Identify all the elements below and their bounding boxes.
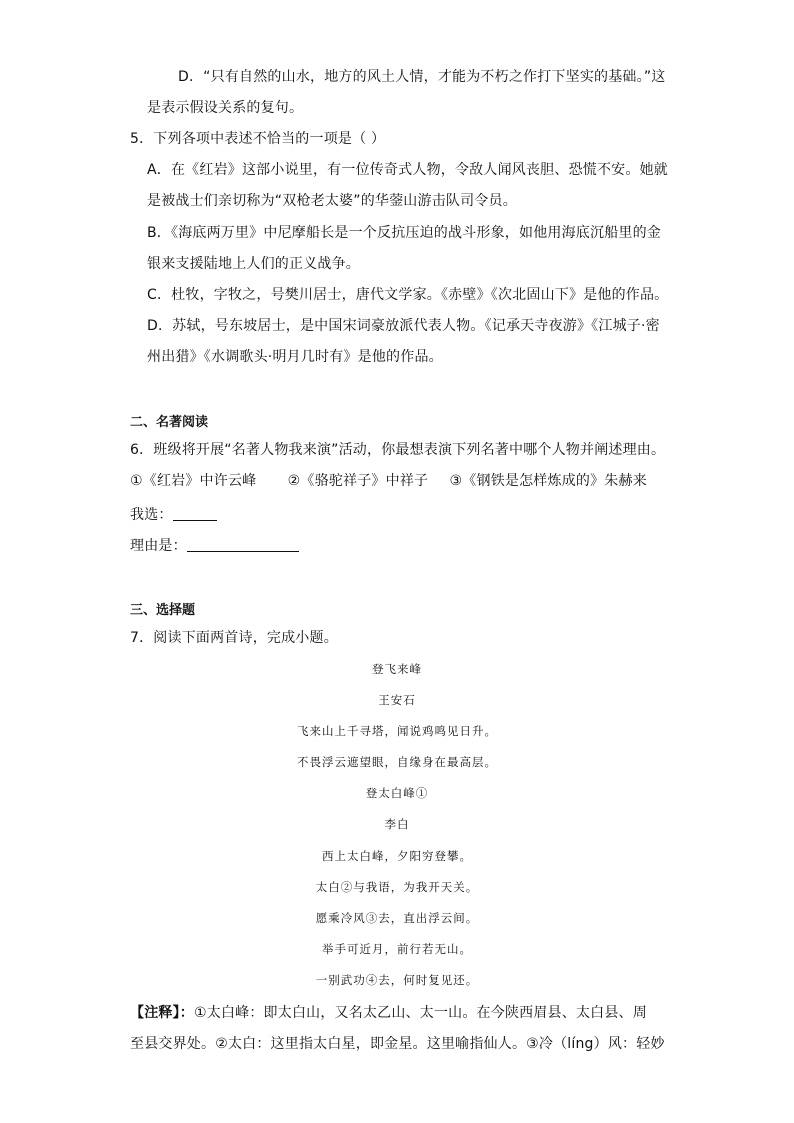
q6-choose-label: 我选： — [130, 507, 173, 523]
q6-option-1: ①《红岩》中许云峰 — [130, 473, 257, 489]
q4-option-d-line1: D．“只有自然的山水，地方的风土人情，才能为不朽之作打下坚实的基础。”这 — [178, 69, 666, 85]
q6-options — [130, 472, 647, 490]
section3-heading: 三、选择题 — [130, 603, 196, 618]
poem2-line: 太白②与我语，为我开天关。 — [315, 880, 479, 894]
q5-option-d-line2: 州出猎》《水调歌头·明月几时有》是他的作品。 — [147, 349, 443, 365]
q5-option-c: C．杜牧，字牧之，号樊川居士，唐代文学家。《赤壁》《次北固山下》是他的作品。 — [147, 287, 669, 303]
q6-stem: 6．班级将开展“名著人物我来演”活动，你最想表演下列名著中哪个人物并阐述理由。 — [130, 442, 666, 458]
q5-option-b-line1: B．《海底两万里》中尼摩船长是一个反抗压迫的战斗形象，如他用海底沉船里的金 — [147, 225, 662, 241]
poem1-line: 飞来山上千寻塔，闻说鸡鸣见日升。 — [297, 724, 497, 738]
q5-option-d-line1: D．苏轼，号东坡居士，是中国宋词豪放派代表人物。《记承天寺夜游》《江城子·密 — [147, 318, 660, 334]
q6-reason-row — [130, 537, 299, 555]
q6-option-2: ②《骆驼祥子》中祥子 — [287, 473, 429, 489]
poem2-author: 李白 — [384, 817, 410, 831]
q5-option-a-line1: A．在《红岩》这部小说里，有一位传奇式人物，令敌人闻风丧胆、恐慌不安。她就 — [147, 162, 668, 178]
poem2-line: 西上太白峰，夕阳穷登攀。 — [322, 849, 472, 863]
notes-label: 【注释】： — [130, 1005, 194, 1021]
notes-line1 — [130, 1004, 647, 1022]
notes-text-1: ①太白峰：即太白山，又名太乙山、太一山。在今陕西眉县、太白县、周 — [194, 1005, 647, 1021]
notes-line2: 至县交界处。②太白：这里指太白星，即金星。这里喻指仙人。③冷（líng）风：轻妙 — [130, 1036, 665, 1052]
q5-option-b-line2: 银来支援陆地上人们的正义战争。 — [147, 256, 360, 272]
q6-choose-blank[interactable] — [173, 506, 217, 521]
q4-option-d-line2: 是表示假设关系的复句。 — [147, 100, 304, 116]
poem1-line: 不畏浮云遮望眼，自缘身在最高层。 — [297, 755, 497, 769]
poem2-title: 登太白峰① — [365, 786, 429, 800]
poem1-title: 登飞来峰 — [372, 662, 422, 676]
q6-option-3: ③《钢铁是怎样炼成的》朱赫来 — [449, 473, 647, 489]
q6-reason-label: 理由是： — [130, 538, 187, 554]
q6-choose-row — [130, 506, 217, 524]
poem1-author: 王安石 — [378, 693, 416, 707]
section2-heading: 二、名著阅读 — [130, 415, 209, 430]
q7-stem: 7．阅读下面两首诗，完成小题。 — [130, 630, 338, 646]
q5-stem: 5．下列各项中表述不恰当的一项是（ ） — [130, 131, 386, 147]
poem2-line: 举手可近月，前行若无山。 — [322, 942, 472, 956]
q5-option-a-line2: 是被战士们亲切称为“双枪老太婆”的华蓥山游击队司令员。 — [147, 193, 517, 209]
poem2-line: 一别武功④去，何时复见还。 — [315, 973, 479, 987]
q6-reason-blank[interactable] — [187, 537, 299, 552]
poem2-line: 愿乘冷风③去，直出浮云间。 — [315, 911, 479, 925]
